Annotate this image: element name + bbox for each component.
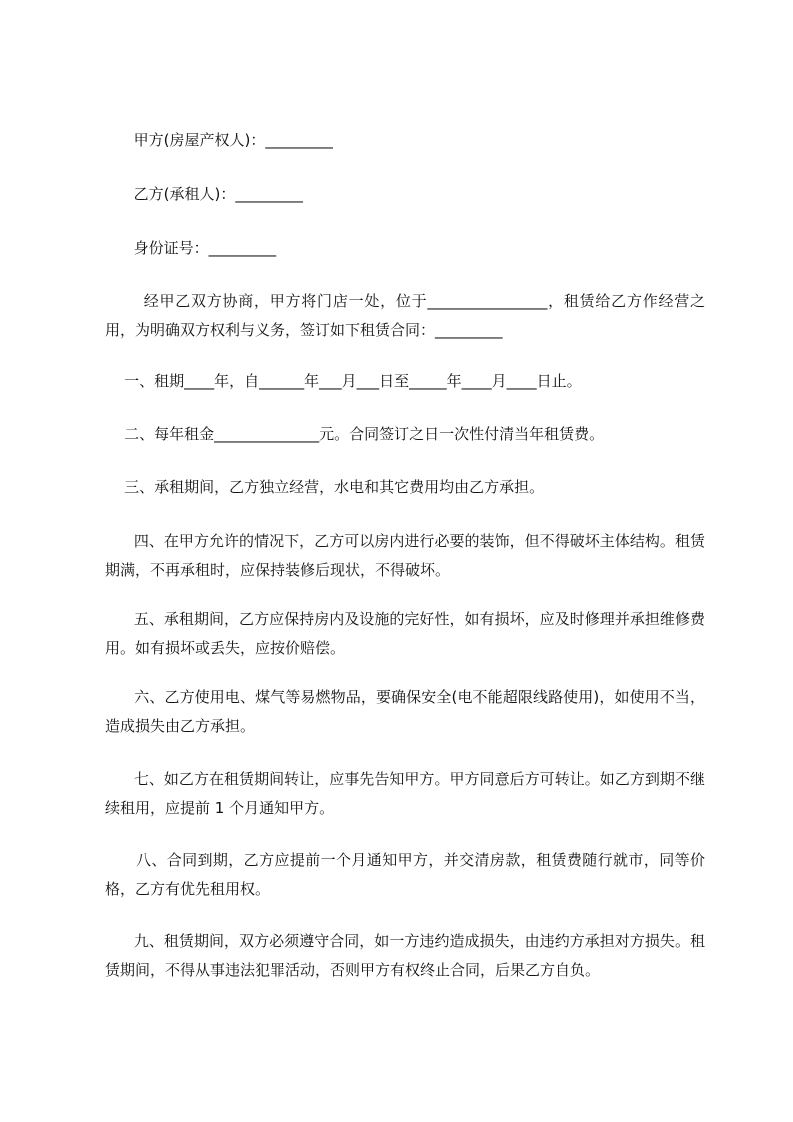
clause-2: 二、每年租金______________元。合同签订之日一次性付清当年租赁费。 xyxy=(105,425,605,443)
intro-paragraph: 经甲乙双方协商，甲方将门店一处，位于________________，租赁给乙方作经营之用，为明确双方权利与义务，签订如下租赁合同：_________ xyxy=(105,292,705,339)
clause-4: 四、在甲方允许的情况下，乙方可以房内进行必要的装饰，但不得破坏主体结构。租赁期满，不再承租时，应保持装修后现状，不得破坏。 xyxy=(105,532,705,579)
clause-1: 一、租期____年，自______年___月___日至_____年____月____日止。 xyxy=(105,372,582,390)
clause-5: 五、承租期间，乙方应保持房内及设施的完好性，如有损坏，应及时修理并承担维修费用。如有损坏或丢失，应按价赔偿。 xyxy=(105,610,705,657)
clause-8: 八、合同到期，乙方应提前一个月通知甲方，并交清房款，租赁费随行就市，同等价格，乙方有优先租用权。 xyxy=(105,851,705,898)
id-number-field: 身份证号：_________ xyxy=(105,239,277,257)
party-b-field: 乙方(承租人)：_________ xyxy=(105,185,303,203)
clause-6: 六、乙方使用电、煤气等易燃物品，要确保安全(电不能超限线路使用)，如使用不当，造成损失由乙方承担。 xyxy=(105,688,705,735)
clause-3: 三、承租期间，乙方独立经营，水电和其它费用均由乙方承担。 xyxy=(105,478,545,496)
clause-7: 七、如乙方在租赁期间转让，应事先告知甲方。甲方同意后方可转让。如乙方到期不继续租用，应提前 1 个月通知甲方。 xyxy=(105,770,705,817)
party-a-field: 甲方(房屋产权人)：_________ xyxy=(105,131,333,149)
clause-9: 九、租赁期间，双方必须遵守合同，如一方违约造成损失，由违约方承担对方损失。租赁期间，不得从事违法犯罪活动，否则甲方有权终止合同，后果乙方自负。 xyxy=(105,932,705,979)
